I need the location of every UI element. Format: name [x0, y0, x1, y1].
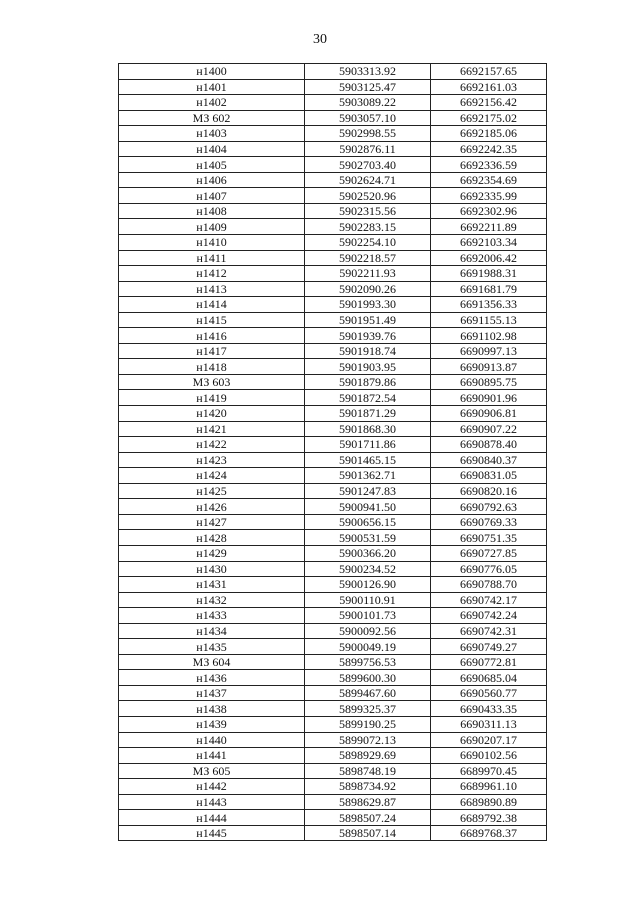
x-coordinate-cell: 5902520.96 — [305, 188, 431, 204]
point-id-cell: н1445 — [119, 825, 305, 841]
point-id-cell: н1441 — [119, 748, 305, 764]
y-coordinate-cell: 6690840.37 — [431, 452, 547, 468]
y-coordinate-cell: 6692161.03 — [431, 79, 547, 95]
y-coordinate-cell: 6690742.31 — [431, 623, 547, 639]
point-id-cell: н1438 — [119, 701, 305, 717]
table-row — [119, 794, 547, 810]
point-id-cell: н1402 — [119, 95, 305, 111]
point-id-cell: н1444 — [119, 810, 305, 826]
y-coordinate-cell: 6690788.70 — [431, 577, 547, 593]
table-row — [119, 748, 547, 764]
table-row — [119, 825, 547, 841]
table-row — [119, 328, 547, 344]
y-coordinate-cell: 6690907.22 — [431, 421, 547, 437]
x-coordinate-cell: 5903313.92 — [305, 64, 431, 80]
y-coordinate-cell: 6691356.33 — [431, 297, 547, 313]
table-row — [119, 250, 547, 266]
point-id-cell: н1412 — [119, 266, 305, 282]
x-coordinate-cell: 5900110.91 — [305, 592, 431, 608]
y-coordinate-cell: 6692175.02 — [431, 110, 547, 126]
x-coordinate-cell: 5898629.87 — [305, 794, 431, 810]
x-coordinate-cell: 5898929.69 — [305, 748, 431, 764]
x-coordinate-cell: 5900366.20 — [305, 545, 431, 561]
x-coordinate-cell: 5901879.86 — [305, 374, 431, 390]
x-coordinate-cell: 5898748.19 — [305, 763, 431, 779]
x-coordinate-cell: 5901993.30 — [305, 297, 431, 313]
y-coordinate-cell: 6690207.17 — [431, 732, 547, 748]
x-coordinate-cell: 5902211.93 — [305, 266, 431, 282]
point-id-cell: н1408 — [119, 203, 305, 219]
x-coordinate-cell: 5899325.37 — [305, 701, 431, 717]
x-coordinate-cell: 5901247.83 — [305, 483, 431, 499]
y-coordinate-cell: 6690997.13 — [431, 343, 547, 359]
x-coordinate-cell: 5898507.14 — [305, 825, 431, 841]
table-row — [119, 406, 547, 422]
point-id-cell: н1432 — [119, 592, 305, 608]
y-coordinate-cell: 6692185.06 — [431, 126, 547, 142]
x-coordinate-cell: 5900101.73 — [305, 608, 431, 624]
point-id-cell: н1429 — [119, 545, 305, 561]
x-coordinate-cell: 5902703.40 — [305, 157, 431, 173]
point-id-cell: н1411 — [119, 250, 305, 266]
point-id-cell: н1406 — [119, 172, 305, 188]
y-coordinate-cell: 6692302.96 — [431, 203, 547, 219]
point-id-cell: н1421 — [119, 421, 305, 437]
point-id-cell: н1415 — [119, 312, 305, 328]
point-id-cell: н1442 — [119, 779, 305, 795]
point-id-cell: н1443 — [119, 794, 305, 810]
point-id-cell: н1403 — [119, 126, 305, 142]
y-coordinate-cell: 6692157.65 — [431, 64, 547, 80]
x-coordinate-cell: 5902218.57 — [305, 250, 431, 266]
y-coordinate-cell: 6691102.98 — [431, 328, 547, 344]
table-row — [119, 499, 547, 515]
point-id-cell: н1419 — [119, 390, 305, 406]
table-row — [119, 203, 547, 219]
y-coordinate-cell: 6692336.59 — [431, 157, 547, 173]
x-coordinate-cell: 5901939.76 — [305, 328, 431, 344]
point-id-cell: н1431 — [119, 577, 305, 593]
table-row — [119, 639, 547, 655]
point-id-cell: н1413 — [119, 281, 305, 297]
y-coordinate-cell: 6690433.35 — [431, 701, 547, 717]
point-id-cell: н1428 — [119, 530, 305, 546]
point-id-cell: н1405 — [119, 157, 305, 173]
x-coordinate-cell: 5900531.59 — [305, 530, 431, 546]
table-row — [119, 468, 547, 484]
x-coordinate-cell: 5902315.56 — [305, 203, 431, 219]
x-coordinate-cell: 5902254.10 — [305, 235, 431, 251]
table-row — [119, 701, 547, 717]
y-coordinate-cell: 6690776.05 — [431, 561, 547, 577]
coordinates-table-body — [119, 64, 547, 841]
x-coordinate-cell: 5901951.49 — [305, 312, 431, 328]
x-coordinate-cell: 5898734.92 — [305, 779, 431, 795]
point-id-cell: н1422 — [119, 437, 305, 453]
x-coordinate-cell: 5900941.50 — [305, 499, 431, 515]
y-coordinate-cell: 6692103.34 — [431, 235, 547, 251]
point-id-cell: н1410 — [119, 235, 305, 251]
y-coordinate-cell: 6690769.33 — [431, 514, 547, 530]
table-row — [119, 732, 547, 748]
coordinates-table — [118, 63, 547, 841]
y-coordinate-cell: 6690820.16 — [431, 483, 547, 499]
x-coordinate-cell: 5899190.25 — [305, 716, 431, 732]
table-row — [119, 64, 547, 80]
y-coordinate-cell: 6690685.04 — [431, 670, 547, 686]
table-row — [119, 79, 547, 95]
y-coordinate-cell: 6690772.81 — [431, 654, 547, 670]
x-coordinate-cell: 5899756.53 — [305, 654, 431, 670]
x-coordinate-cell: 5901711.86 — [305, 437, 431, 453]
x-coordinate-cell: 5898507.24 — [305, 810, 431, 826]
table-row — [119, 561, 547, 577]
point-id-cell: н1425 — [119, 483, 305, 499]
y-coordinate-cell: 6690913.87 — [431, 359, 547, 375]
table-row — [119, 623, 547, 639]
table-row — [119, 126, 547, 142]
x-coordinate-cell: 5903125.47 — [305, 79, 431, 95]
y-coordinate-cell: 6690792.63 — [431, 499, 547, 515]
table-row — [119, 545, 547, 561]
x-coordinate-cell: 5900126.90 — [305, 577, 431, 593]
y-coordinate-cell: 6692156.42 — [431, 95, 547, 111]
table-row — [119, 530, 547, 546]
x-coordinate-cell: 5902090.26 — [305, 281, 431, 297]
x-coordinate-cell: 5902998.55 — [305, 126, 431, 142]
y-coordinate-cell: 6689961.10 — [431, 779, 547, 795]
point-id-cell: н1439 — [119, 716, 305, 732]
y-coordinate-cell: 6689970.45 — [431, 763, 547, 779]
y-coordinate-cell: 6692211.89 — [431, 219, 547, 235]
point-id-cell: н1404 — [119, 141, 305, 157]
table-row — [119, 343, 547, 359]
x-coordinate-cell: 5902624.71 — [305, 172, 431, 188]
y-coordinate-cell: 6690878.40 — [431, 437, 547, 453]
y-coordinate-cell: 6691988.31 — [431, 266, 547, 282]
table-row — [119, 421, 547, 437]
x-coordinate-cell: 5899467.60 — [305, 685, 431, 701]
y-coordinate-cell: 6689890.89 — [431, 794, 547, 810]
point-id-cell: н1400 — [119, 64, 305, 80]
y-coordinate-cell: 6690742.17 — [431, 592, 547, 608]
x-coordinate-cell: 5902283.15 — [305, 219, 431, 235]
point-id-cell: МЗ 604 — [119, 654, 305, 670]
x-coordinate-cell: 5901868.30 — [305, 421, 431, 437]
x-coordinate-cell: 5901465.15 — [305, 452, 431, 468]
table-row — [119, 172, 547, 188]
point-id-cell: МЗ 605 — [119, 763, 305, 779]
y-coordinate-cell: 6690901.96 — [431, 390, 547, 406]
table-row — [119, 437, 547, 453]
y-coordinate-cell: 6689792.38 — [431, 810, 547, 826]
point-id-cell: н1440 — [119, 732, 305, 748]
table-row — [119, 95, 547, 111]
y-coordinate-cell: 6690831.05 — [431, 468, 547, 484]
table-row — [119, 685, 547, 701]
point-id-cell: н1414 — [119, 297, 305, 313]
table-row — [119, 514, 547, 530]
table-row — [119, 110, 547, 126]
table-row — [119, 810, 547, 826]
point-id-cell: МЗ 602 — [119, 110, 305, 126]
y-coordinate-cell: 6692006.42 — [431, 250, 547, 266]
x-coordinate-cell: 5903057.10 — [305, 110, 431, 126]
x-coordinate-cell: 5901872.54 — [305, 390, 431, 406]
table-row — [119, 359, 547, 375]
table-row — [119, 188, 547, 204]
table-row — [119, 592, 547, 608]
x-coordinate-cell: 5900092.56 — [305, 623, 431, 639]
y-coordinate-cell: 6692354.69 — [431, 172, 547, 188]
x-coordinate-cell: 5901871.29 — [305, 406, 431, 422]
point-id-cell: н1416 — [119, 328, 305, 344]
x-coordinate-cell: 5900234.52 — [305, 561, 431, 577]
x-coordinate-cell: 5900049.19 — [305, 639, 431, 655]
page-number: 30 — [313, 32, 327, 47]
table-row — [119, 312, 547, 328]
table-row — [119, 483, 547, 499]
table-row — [119, 654, 547, 670]
table-row — [119, 141, 547, 157]
table-row — [119, 608, 547, 624]
x-coordinate-cell: 5899600.30 — [305, 670, 431, 686]
x-coordinate-cell: 5903089.22 — [305, 95, 431, 111]
table-row — [119, 763, 547, 779]
point-id-cell: н1436 — [119, 670, 305, 686]
x-coordinate-cell: 5900656.15 — [305, 514, 431, 530]
table-row — [119, 219, 547, 235]
y-coordinate-cell: 6690906.81 — [431, 406, 547, 422]
table-row — [119, 452, 547, 468]
point-id-cell: н1424 — [119, 468, 305, 484]
point-id-cell: н1437 — [119, 685, 305, 701]
point-id-cell: н1420 — [119, 406, 305, 422]
point-id-cell: н1426 — [119, 499, 305, 515]
point-id-cell: МЗ 603 — [119, 374, 305, 390]
y-coordinate-cell: 6689768.37 — [431, 825, 547, 841]
point-id-cell: н1423 — [119, 452, 305, 468]
y-coordinate-cell: 6690895.75 — [431, 374, 547, 390]
point-id-cell: н1418 — [119, 359, 305, 375]
point-id-cell: н1409 — [119, 219, 305, 235]
table-row — [119, 716, 547, 732]
point-id-cell: н1430 — [119, 561, 305, 577]
y-coordinate-cell: 6690102.56 — [431, 748, 547, 764]
y-coordinate-cell: 6691681.79 — [431, 281, 547, 297]
table-row — [119, 670, 547, 686]
x-coordinate-cell: 5901903.95 — [305, 359, 431, 375]
table-row — [119, 297, 547, 313]
y-coordinate-cell: 6692335.99 — [431, 188, 547, 204]
x-coordinate-cell: 5899072.13 — [305, 732, 431, 748]
y-coordinate-cell: 6691155.13 — [431, 312, 547, 328]
table-row — [119, 235, 547, 251]
table-row — [119, 390, 547, 406]
table-row — [119, 374, 547, 390]
y-coordinate-cell: 6690560.77 — [431, 685, 547, 701]
x-coordinate-cell: 5902876.11 — [305, 141, 431, 157]
point-id-cell: н1401 — [119, 79, 305, 95]
table-row — [119, 157, 547, 173]
table-row — [119, 266, 547, 282]
x-coordinate-cell: 5901362.71 — [305, 468, 431, 484]
point-id-cell: н1435 — [119, 639, 305, 655]
table-row — [119, 577, 547, 593]
point-id-cell: н1407 — [119, 188, 305, 204]
table-row — [119, 779, 547, 795]
y-coordinate-cell: 6690749.27 — [431, 639, 547, 655]
y-coordinate-cell: 6692242.35 — [431, 141, 547, 157]
point-id-cell: н1427 — [119, 514, 305, 530]
point-id-cell: н1433 — [119, 608, 305, 624]
point-id-cell: н1417 — [119, 343, 305, 359]
x-coordinate-cell: 5901918.74 — [305, 343, 431, 359]
y-coordinate-cell: 6690751.35 — [431, 530, 547, 546]
y-coordinate-cell: 6690742.24 — [431, 608, 547, 624]
y-coordinate-cell: 6690311.13 — [431, 716, 547, 732]
table-row — [119, 281, 547, 297]
point-id-cell: н1434 — [119, 623, 305, 639]
y-coordinate-cell: 6690727.85 — [431, 545, 547, 561]
